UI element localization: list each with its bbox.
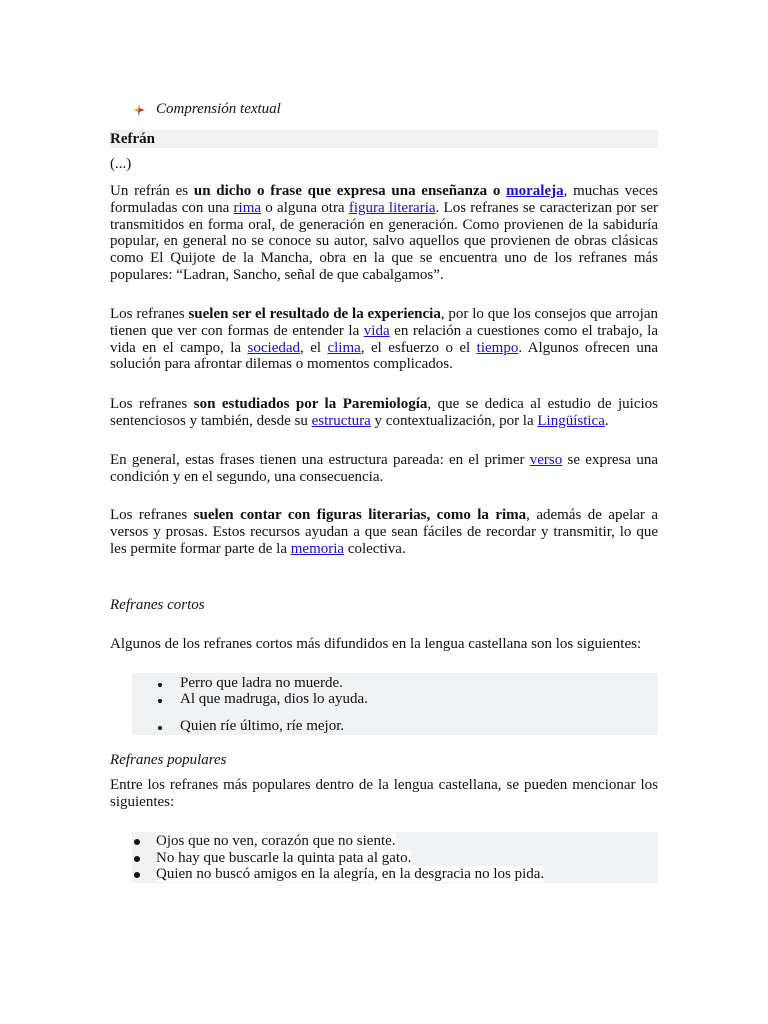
text-span: Los refranes xyxy=(110,507,194,523)
list-item-text: Quien ríe último, ríe mejor. xyxy=(180,718,345,734)
paragraph-paremiologia xyxy=(110,396,658,430)
bold-text: suelen ser el resultado de la experiencia xyxy=(188,306,441,322)
text-span: o alguna otra xyxy=(261,199,349,216)
bullet-dot-icon xyxy=(134,856,140,862)
link-clima[interactable]: clima xyxy=(327,339,361,356)
list-item xyxy=(180,691,368,708)
list-item xyxy=(156,866,544,883)
list-item-text: Quien no buscó amigos en la alegría, en la desgracia no los pida. xyxy=(156,866,545,882)
text-span: , por lo que los consejos que arrojan tienen que ver con formas de entender la xyxy=(110,306,658,339)
link-linguistica[interactable]: Lingüística xyxy=(537,412,605,429)
text-span: , el xyxy=(300,339,328,356)
list-item-text: Perro que ladra no muerde. xyxy=(180,675,343,691)
link-rima[interactable]: rima xyxy=(233,199,262,216)
page-title: Refrán xyxy=(110,130,658,148)
text-span: . Los refranes se caracterizan por ser transmitidos en forma oral, de generación en generación. Como provienen de la sabiduría popular, en general no se conoce su autor, salvo aquellos que provienen de obras clásicas como El Quijote de la Mancha, obra en la que se encuentra uno de los refranes más populares: “Ladran, Sancho, señal de que cabalgamos”. xyxy=(110,199,658,283)
text-span: Los refranes xyxy=(110,396,194,412)
list-item xyxy=(156,850,411,867)
paragraph-experiencia xyxy=(110,306,658,373)
link-label: moraleja xyxy=(506,183,564,199)
link-verso[interactable]: verso xyxy=(529,452,563,468)
link-tiempo[interactable]: tiempo xyxy=(476,339,519,356)
text-span: Los refranes xyxy=(110,306,189,322)
four-point-star-bullet-icon xyxy=(132,103,146,117)
text-span: colectiva. xyxy=(344,540,406,557)
list-item-text: No hay que buscarle la quinta pata al gato. xyxy=(156,850,412,866)
refranes-populares-intro: Entre los refranes más populares dentro de la lengua castellana, se pueden mencionar los siguientes: xyxy=(110,777,658,810)
bullet-dot-icon xyxy=(134,839,140,845)
bold-text: suelen contar con figuras literarias, como la rima xyxy=(193,507,527,523)
paragraph-figuras-literarias xyxy=(110,507,658,557)
link-sociedad[interactable]: sociedad xyxy=(247,339,301,356)
text-span: , además de apelar a versos y prosas. Estos recursos ayudan a que sean fáciles de recordar y transmitir, lo que les permite formar parte de la xyxy=(110,507,659,557)
link-vida[interactable]: vida xyxy=(363,322,390,339)
refranes-populares-list-box xyxy=(132,832,658,883)
bullet-dot-icon xyxy=(158,726,162,730)
paragraph-estructura-pareada xyxy=(110,452,658,486)
link-moraleja[interactable] xyxy=(506,183,563,199)
bold-text: un dicho o frase que expresa una enseñanza o xyxy=(193,183,507,199)
bold-text: son estudiados por la Paremiología xyxy=(193,396,428,412)
text-span: , muchas veces formuladas con una xyxy=(110,183,658,216)
bullet-dot-icon xyxy=(158,683,162,687)
list-item xyxy=(180,675,343,692)
list-item-text: Al que madruga, dios lo ayuda. xyxy=(180,691,368,707)
refranes-cortos-intro: Algunos de los refranes cortos más difundidos en la lengua castellana son los siguientes: xyxy=(110,636,642,652)
bullet-dot-icon xyxy=(158,699,162,703)
list-item xyxy=(180,718,344,735)
list-item xyxy=(156,833,396,850)
subheading-refranes-cortos: Refranes cortos xyxy=(110,597,205,613)
text-span: se expresa una condición y en el segundo, una consecuencia. xyxy=(110,452,659,485)
heading-bullet-text: Comprensión textual xyxy=(156,101,281,117)
bullet-dot-icon xyxy=(134,872,140,878)
link-figura-literaria[interactable]: figura literaria xyxy=(348,199,436,216)
text-span: Un refrán es xyxy=(110,183,194,199)
text-span: en relación a cuestiones como el trabajo, la vida en el campo, la xyxy=(110,322,658,356)
link-memoria[interactable]: memoria xyxy=(290,540,345,557)
link-estructura[interactable]: estructura xyxy=(311,412,371,429)
subheading-refranes-populares: Refranes populares xyxy=(110,752,227,768)
text-span: En general, estas frases tienen una estructura pareada: en el primer xyxy=(110,452,530,468)
text-span: . xyxy=(604,412,609,429)
refranes-cortos-list-box xyxy=(132,673,658,735)
paragraph-definition xyxy=(110,183,658,284)
list-item-text: Ojos que no ven, corazón que no siente. xyxy=(156,833,396,849)
text-span: , el esfuerzo o el xyxy=(360,339,477,356)
text-span: . Algunos ofrecen una solución para afrontar dilemas o momentos complicados. xyxy=(110,339,659,373)
section-heading-bullet xyxy=(132,101,281,118)
text-span: , que se dedica al estudio de juicios sentenciosos y también, desde su xyxy=(110,396,659,429)
text-span: y contextualización, por la xyxy=(370,412,538,429)
ellipsis-text: (...) xyxy=(110,156,132,172)
